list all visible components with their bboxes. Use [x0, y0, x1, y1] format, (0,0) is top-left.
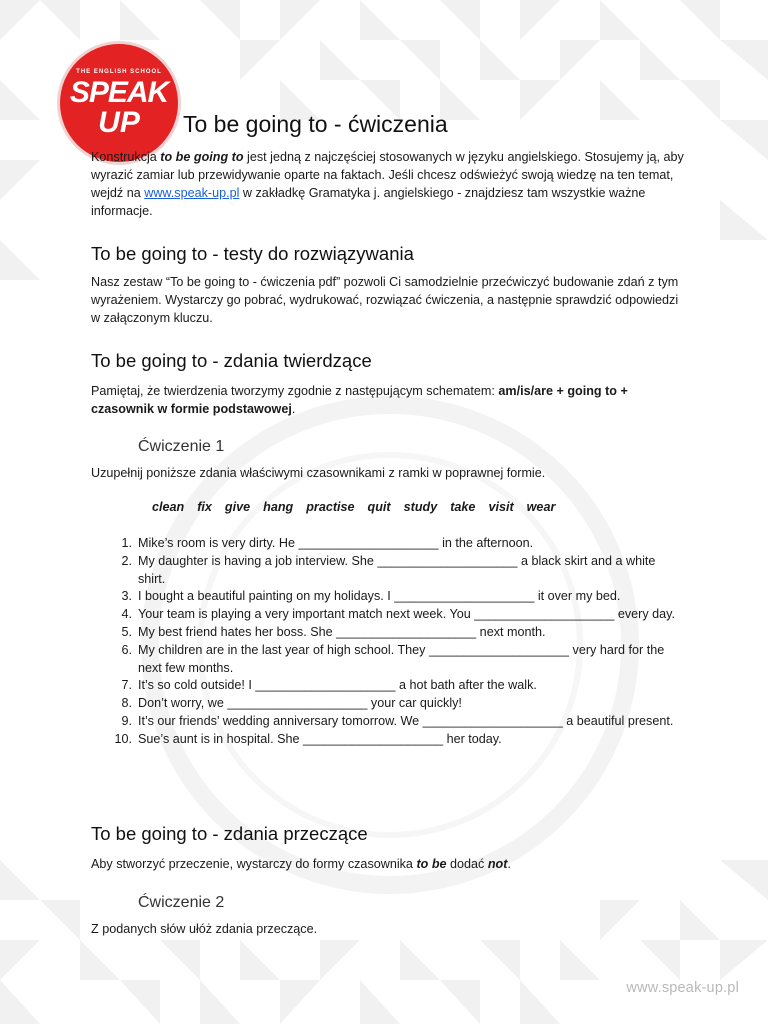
list-item — [114, 713, 686, 731]
section3-heading: To be going to - zdania przeczące — [91, 823, 368, 844]
speak-up-link[interactable]: www.speak-up.pl — [144, 186, 240, 200]
intro-text-2: jest jedną z najczęściej stosowanych w języku angielskiego. Stosujemy ją, aby wyrazić zamiar lub przewidywanie oparte na faktach. Jeśli chcesz odświeżyć swoją wiedzę na ten temat, wejdź na — [91, 150, 684, 200]
word-item: visit — [488, 500, 514, 514]
item-text: Your team is playing a very important match next week. You ____________________ every day. — [138, 607, 675, 622]
intro-text-1: Konstrukcja — [91, 150, 161, 164]
section3-text-3: . — [507, 857, 511, 871]
item-text: It’s our friends’ wedding anniversary tomorrow. We ____________________ a beautiful present. — [138, 713, 674, 728]
section3-text-2: dodać — [446, 857, 488, 871]
item-number: 7. — [121, 678, 132, 693]
intro-text-3: w zakładkę Gramatyka j. angielskiego - znajdziesz tam wszystkie ważne informacje. — [91, 186, 646, 218]
word-box — [152, 500, 568, 514]
logo-up-text: UP — [98, 106, 140, 139]
item-number: 9. — [121, 713, 132, 728]
section2-text — [91, 382, 685, 418]
item-text: My best friend hates her boss. She ____________________ next month. — [138, 624, 546, 639]
section3-bold-2: not — [487, 857, 508, 871]
page-title: To be going to - ćwiczenia — [183, 111, 448, 137]
section3-text — [91, 855, 685, 873]
word-item: wear — [526, 500, 556, 514]
section1-text: Nasz zestaw “To be going to - ćwiczenia pdf” pozwoli Ci samodzielnie przećwiczyć budowanie zdań z tym wyrażeniem. Wystarczy go pobrać, wydrukować, rozwiązać ćwiczenia, a następnie sprawdzić odpowiedzi w załączonym kluczu. — [91, 275, 679, 325]
section2-text-1: Pamiętaj, że twierdzenia tworzymy zgodnie z następującym schematem: — [91, 384, 499, 398]
exercise1-list — [114, 535, 686, 749]
item-number: 4. — [121, 607, 132, 622]
logo-speak-text: SPEAK — [69, 76, 169, 109]
section3-text-1: Aby stworzyć przeczenie, wystarczy do formy czasownika — [91, 857, 417, 871]
list-item — [114, 731, 686, 749]
item-text: Sue’s aunt is in hospital. She ____________________ her today. — [138, 731, 502, 746]
item-number: 6. — [121, 642, 132, 657]
item-text: I bought a beautiful painting on my holidays. I ____________________ it over my bed. — [138, 589, 621, 604]
list-item — [114, 535, 686, 553]
section2-heading: To be going to - zdania twierdzące — [91, 350, 372, 371]
item-text: My children are in the last year of high school. They ____________________ very hard for the next few months. — [138, 642, 665, 675]
section2-bold: am/is/are + going to + czasownik w formie podstawowej — [91, 384, 628, 416]
logo-tagline: THE ENGLISH SCHOOL — [76, 69, 162, 75]
word-item: practise — [306, 500, 355, 514]
item-number: 1. — [121, 536, 132, 550]
speak-up-logo — [60, 44, 178, 162]
list-item — [114, 695, 686, 713]
item-text: My daughter is having a job interview. She ____________________ a black skirt and a white shirt. — [138, 553, 656, 586]
word-item: study — [403, 500, 438, 514]
exercise2-instruction: Z podanych słów ułóż zdania przeczące. — [91, 922, 318, 936]
item-number: 8. — [121, 696, 132, 711]
item-text: Mike’s room is very dirty. He ____________________ in the afternoon. — [138, 536, 534, 550]
intro-bold: to be going to — [160, 150, 244, 164]
list-item — [114, 588, 686, 606]
item-text: It’s so cold outside! I ____________________ a hot bath after the walk. — [138, 678, 537, 693]
item-number: 10. — [114, 731, 132, 746]
item-number: 2. — [121, 553, 132, 568]
word-item: fix — [197, 500, 212, 514]
item-number: 3. — [121, 589, 132, 604]
list-item — [114, 553, 686, 589]
exercise1-instruction: Uzupełnij poniższe zdania właściwymi czasownikami z ramki w poprawnej formie. — [91, 466, 546, 480]
section2-text-2: . — [291, 402, 296, 416]
list-item — [114, 677, 686, 695]
section1-heading: To be going to - testy do rozwiązywania — [91, 243, 414, 264]
word-item: clean — [152, 500, 185, 514]
intro-paragraph — [91, 148, 685, 220]
footer-url[interactable]: www.speak-up.pl — [626, 980, 739, 996]
item-text: Don’t worry, we ____________________ your car quickly! — [138, 696, 462, 711]
exercise1-heading: Ćwiczenie 1 — [138, 438, 225, 455]
section3-bold-1: to be — [416, 857, 447, 871]
word-item: take — [450, 500, 476, 514]
exercise2-heading: Ćwiczenie 2 — [138, 894, 225, 911]
word-item: quit — [367, 500, 391, 514]
list-item — [114, 624, 686, 642]
word-item: give — [224, 500, 251, 514]
list-item — [114, 642, 686, 678]
list-item — [114, 606, 686, 624]
word-item: hang — [263, 500, 294, 514]
item-number: 5. — [121, 624, 132, 639]
